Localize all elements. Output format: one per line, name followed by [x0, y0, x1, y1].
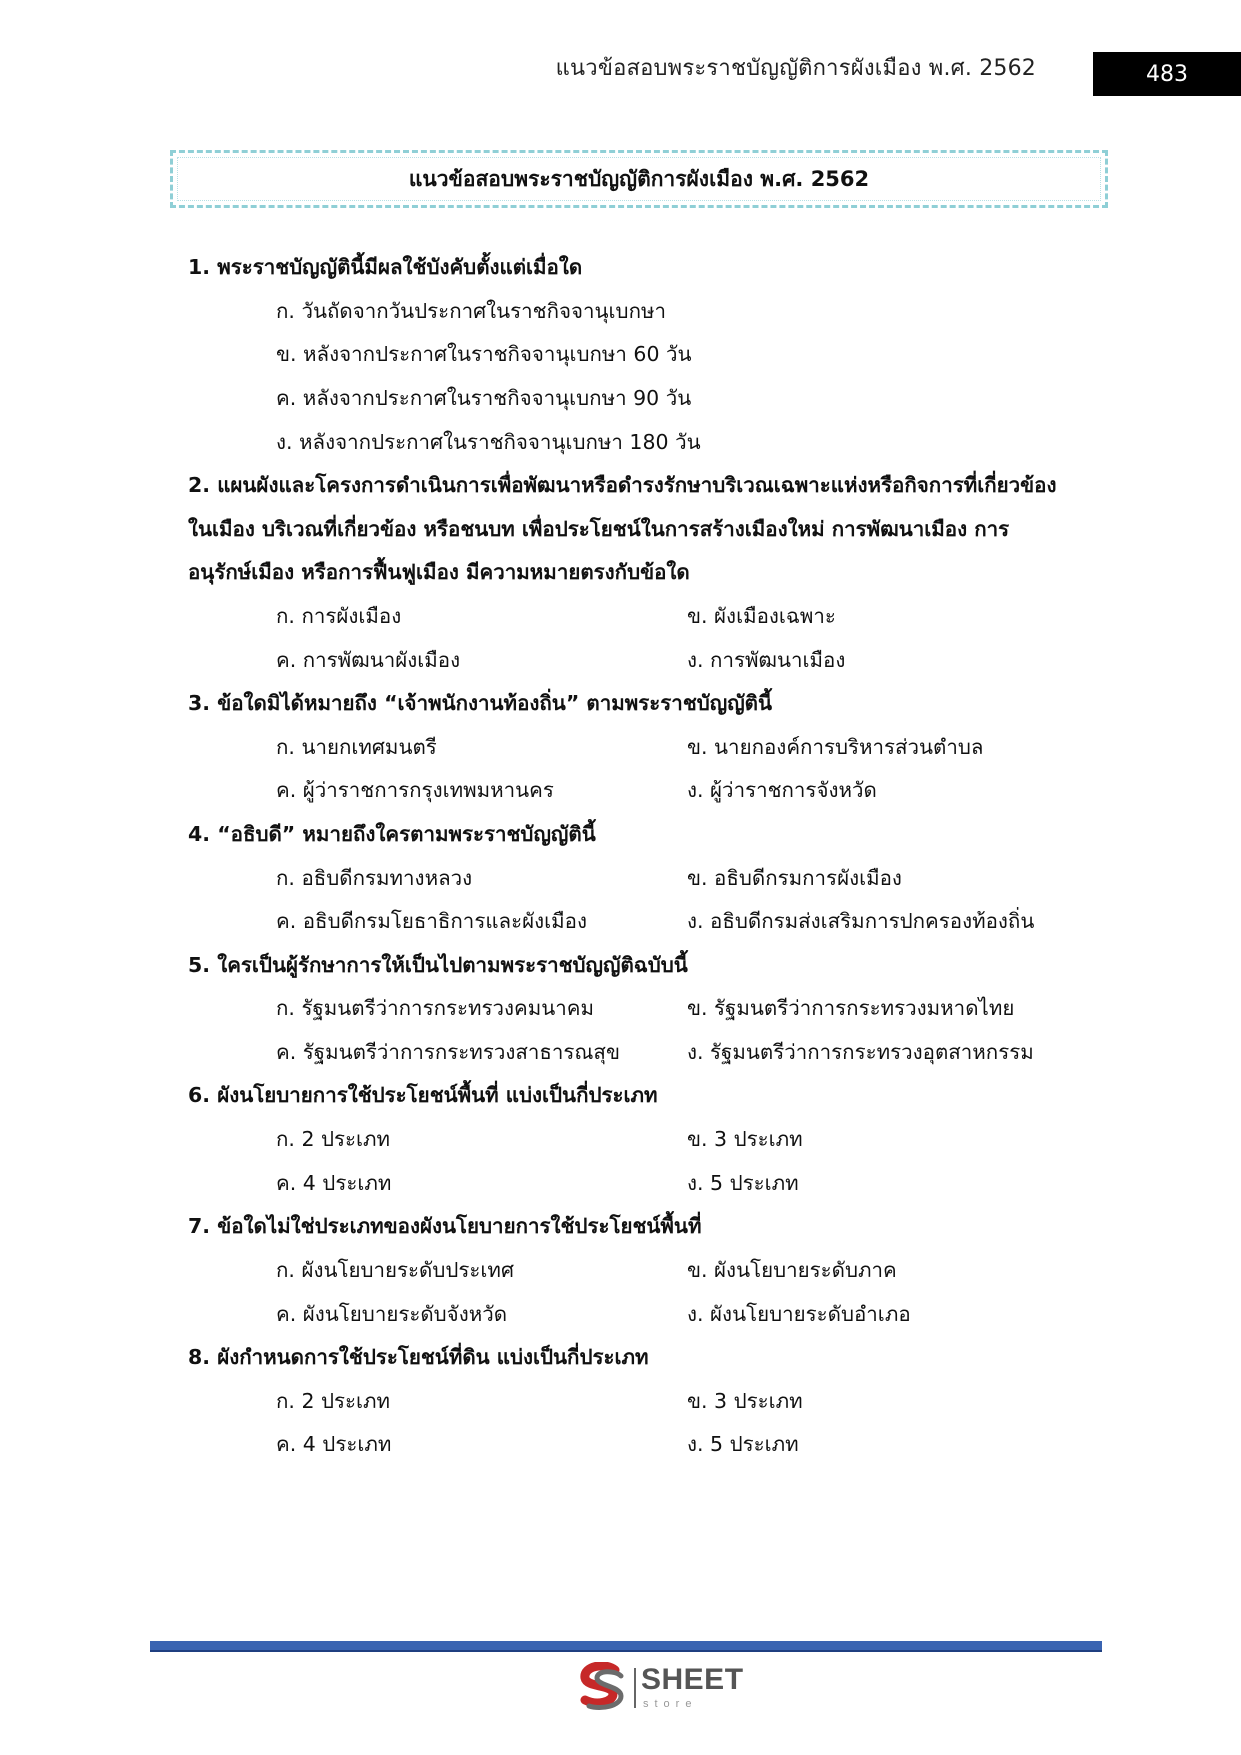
- q8-option-c: ค. 4 ประเภท: [276, 1432, 392, 1457]
- sheet-logo-icon: [575, 1662, 631, 1712]
- question-list: [188, 246, 1098, 1467]
- question-2-line-3: อนุรักษ์เมือง หรือการฟื้นฟูเมือง มีความหมายตรงกับข้อใด: [188, 560, 690, 585]
- q1-option-a: ก. วันถัดจากวันประกาศในราชกิจจานุเบกษา: [276, 298, 667, 323]
- running-header-title: แนวข้อสอบพระราชบัญญัติการผังเมือง พ.ศ. 2562: [555, 56, 1036, 81]
- q5-option-a: ก. รัฐมนตรีว่าการกระทรวงคมนาคม: [276, 996, 595, 1021]
- logo-wordmark: SHEET: [641, 1663, 744, 1696]
- q5-option-c: ค. รัฐมนตรีว่าการกระทรวงสาธารณสุข: [276, 1039, 620, 1064]
- q6-option-b: ข. 3 ประเภท: [687, 1127, 803, 1152]
- q6-option-a: ก. 2 ประเภท: [276, 1127, 391, 1152]
- question-2-line-1: 2. แผนผังและโครงการดำเนินการเพื่อพัฒนาหรือดำรงรักษาบริเวณเฉพาะแห่งหรือกิจการที่เกี่ยวข้อง: [188, 472, 1057, 497]
- question-6: 6. ผังนโยบายการใช้ประโยชน์พื้นที่ แบ่งเป็นกี่ประเภท: [188, 1083, 658, 1108]
- sheet-store-logo: [575, 1662, 745, 1712]
- q8-option-b: ข. 3 ประเภท: [687, 1388, 803, 1413]
- q2-option-d: ง. การพัฒนาเมือง: [687, 647, 846, 672]
- section-title: แนวข้อสอบพระราชบัญญัติการผังเมือง พ.ศ. 2562: [408, 166, 870, 191]
- q4-option-a: ก. อธิบดีกรมทางหลวง: [276, 865, 473, 890]
- q6-option-d: ง. 5 ประเภท: [687, 1170, 799, 1195]
- logo-subtext: store: [643, 1698, 698, 1710]
- question-2-line-2: ในเมือง บริเวณที่เกี่ยวข้อง หรือชนบท เพื่อประโยชน์ในการสร้างเมืองใหม่ การพัฒนาเมือง การ: [188, 516, 1010, 541]
- question-5: 5. ใครเป็นผู้รักษาการให้เป็นไปตามพระราชบัญญัติฉบับนี้: [188, 952, 688, 977]
- q1-option-b: ข. หลังจากประกาศในราชกิจจานุเบกษา 60 วัน: [276, 342, 692, 367]
- q7-option-b: ข. ผังนโยบายระดับภาค: [687, 1257, 897, 1282]
- q1-option-d: ง. หลังจากประกาศในราชกิจจานุเบกษา 180 วัน: [276, 429, 701, 454]
- q5-option-b: ข. รัฐมนตรีว่าการกระทรวงมหาดไทย: [687, 996, 1015, 1021]
- q7-option-c: ค. ผังนโยบายระดับจังหวัด: [276, 1301, 508, 1326]
- q4-option-b: ข. อธิบดีกรมการผังเมือง: [687, 865, 902, 890]
- q4-option-d: ง. อธิบดีกรมส่งเสริมการปกครองท้องถิ่น: [687, 909, 1035, 934]
- q7-option-d: ง. ผังนโยบายระดับอำเภอ: [687, 1301, 911, 1326]
- question-1: 1. พระราชบัญญัตินี้มีผลใช้บังคับตั้งแต่เมื่อใด: [188, 255, 583, 279]
- q3-option-c: ค. ผู้ว่าราชการกรุงเทพมหานคร: [276, 778, 554, 803]
- page-number-badge: 483: [1093, 52, 1241, 96]
- q2-option-a: ก. การผังเมือง: [276, 604, 402, 629]
- q3-option-a: ก. นายกเทศมนตรี: [276, 734, 437, 759]
- q3-option-d: ง. ผู้ว่าราชการจังหวัด: [687, 778, 877, 803]
- q7-option-a: ก. ผังนโยบายระดับประเทศ: [276, 1257, 514, 1282]
- q3-option-b: ข. นายกองค์การบริหารส่วนตำบล: [687, 734, 984, 759]
- q5-option-d: ง. รัฐมนตรีว่าการกระทรวงอุตสาหกรรม: [687, 1039, 1034, 1064]
- section-title-box: [170, 150, 1108, 208]
- question-4: 4. “อธิบดี” หมายถึงใครตามพระราชบัญญัตินี้: [188, 821, 596, 846]
- q4-option-c: ค. อธิบดีกรมโยธาธิการและผังเมือง: [276, 909, 587, 934]
- question-8: 8. ผังกำหนดการใช้ประโยชน์ที่ดิน แบ่งเป็นกี่ประเภท: [188, 1344, 649, 1369]
- q8-option-a: ก. 2 ประเภท: [276, 1388, 391, 1413]
- question-7: 7. ข้อใดไม่ใช่ประเภทของผังนโยบายการใช้ประโยชน์พื้นที่: [188, 1214, 702, 1239]
- question-3: 3. ข้อใดมิได้หมายถึง “เจ้าพนักงานท้องถิ่น” ตามพระราชบัญญัตินี้: [188, 690, 773, 715]
- q8-option-d: ง. 5 ประเภท: [687, 1432, 799, 1457]
- q2-option-c: ค. การพัฒนาผังเมือง: [276, 647, 461, 672]
- logo-separator: [634, 1668, 636, 1708]
- q1-option-c: ค. หลังจากประกาศในราชกิจจานุเบกษา 90 วัน: [276, 386, 692, 411]
- q2-option-b: ข. ผังเมืองเฉพาะ: [687, 604, 836, 629]
- footer-divider: [150, 1641, 1102, 1652]
- q6-option-c: ค. 4 ประเภท: [276, 1170, 392, 1195]
